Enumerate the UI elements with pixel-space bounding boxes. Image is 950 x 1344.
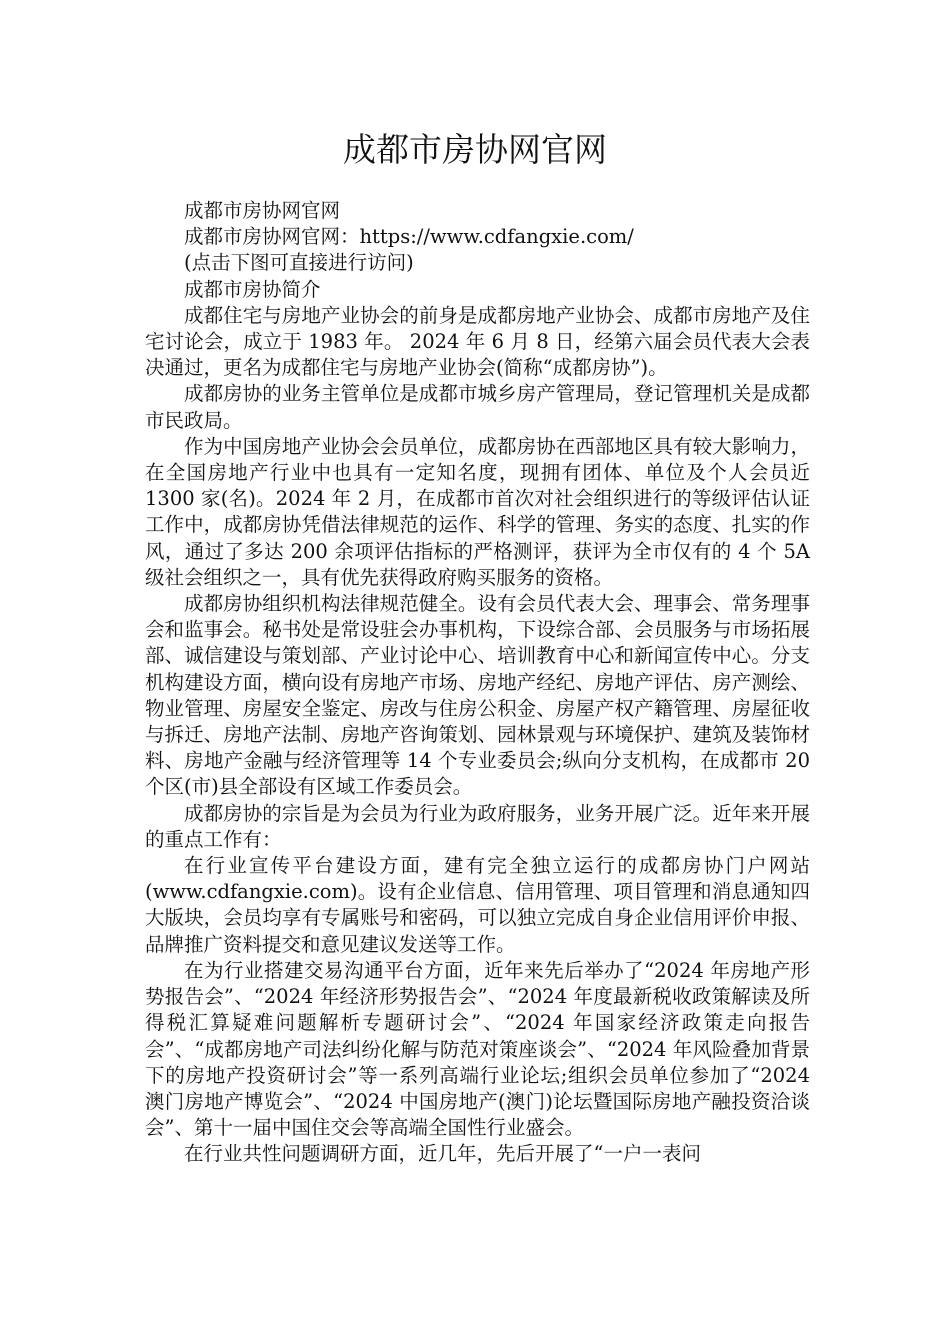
paragraph-history: 成都住宅与房地产业协会的前身是成都房地产业协会、成都市房地产及住宅讨论会，成立于 1983 年。 2024 年 6 月 8 日，经第六届会员代表大会表决通过，更名为成都住宅与房地产业协会(简称“成都房协”)。 xyxy=(145,303,810,380)
paragraph-supervision: 成都房协的业务主管单位是成都市城乡房产管理局，登记管理机关是成都市民政局。 xyxy=(145,382,810,432)
paragraph-site-url: 成都市房协网官网：https://www.cdfangxie.com/ xyxy=(184,225,634,249)
paragraph-influence: 作为中国房地产业协会会员单位，成都房协在西部地区具有较大影响力，在全国房地产行业中也具有一定知名度，现拥有团体、单位及个人会员近 1300 家(名)。2024 年 2 月，在成都市首次对社会组织进行的等级评估认证工作中，成都房协凭借法律规范的运作、科学的管理、务实的态度、扎实的作风，通过了多达 200 余项评估指标的严格测评，获评为全市仅有的 4 个 5A 级社会组织之一，具有优先获得政府购买服务的资格。 xyxy=(145,434,810,589)
paragraph-research: 在行业共性问题调研方面，近几年，先后开展了“一户一表问 xyxy=(184,1142,701,1166)
document-body xyxy=(145,198,810,1168)
paragraph-organization: 成都房协组织机构法律规范健全。设有会员代表大会、理事会、常务理事会和监事会。秘书处是常设驻会办事机构，下设综合部、会员服务与市场拓展部、诚信建设与策划部、产业讨论中心、培训教育中心和新闻宣传中心。分支机构建设方面，横向设有房地产市场、房地产经纪、房地产评估、房产测绘、物业管理、房屋安全鉴定、房改与住房公积金、房屋产权产籍管理、房屋征收与拆迁、房地产法制、房地产咨询策划、园林景观与环境保护、建筑及装饰材料、房地产金融与经济管理等 14 个专业委员会;纵向分支机构，在成都市 20 个区(市)县全部设有区域工作委员会。 xyxy=(145,592,810,799)
document-title: 成都市房协网官网 xyxy=(343,130,607,169)
paragraph-purpose: 成都房协的宗旨是为会员为行业为政府服务，业务开展广泛。近年来开展的重点工作有： xyxy=(145,801,810,851)
paragraph-site-name: 成都市房协网官网 xyxy=(184,199,341,222)
paragraph-visit-hint: (点击下图可直接进行访问) xyxy=(184,251,414,275)
paragraph-website-platform: 在行业宣传平台建设方面，建有完全独立运行的成都房协门户网站(www.cdfangxie.com)。设有企业信息、信用管理、项目管理和消息通知四大版块，会员均享有专属账号和密码，可以独立完成自身企业信用评价申报、品牌推广资料提交和意见建议发送等工作。 xyxy=(145,854,810,956)
paragraph-section-heading: 成都市房协简介 xyxy=(184,277,321,301)
paragraph-trade-platform: 在为行业搭建交易沟通平台方面，近年来先后举办了“2024 年房地产形势报告会”、“2024 年经济形势报告会”、“2024 年度最新税收政策解读及所得税汇算疑难问题解析专题研讨会”、“2024 年国家经济政策走向报告会”、“成都房地产司法纠纷化解与防范对策座谈会”、“2024 年风险叠加背景下的房地产投资研讨会”等一系列高端行业论坛;组织会员单位参加了“2024 澳门房地产博览会”、“2024 中国房地产(澳门)论坛暨国际房地产融投资洽谈会”、第十一届中国住交会等高端全国性行业盛会。 xyxy=(145,958,810,1140)
